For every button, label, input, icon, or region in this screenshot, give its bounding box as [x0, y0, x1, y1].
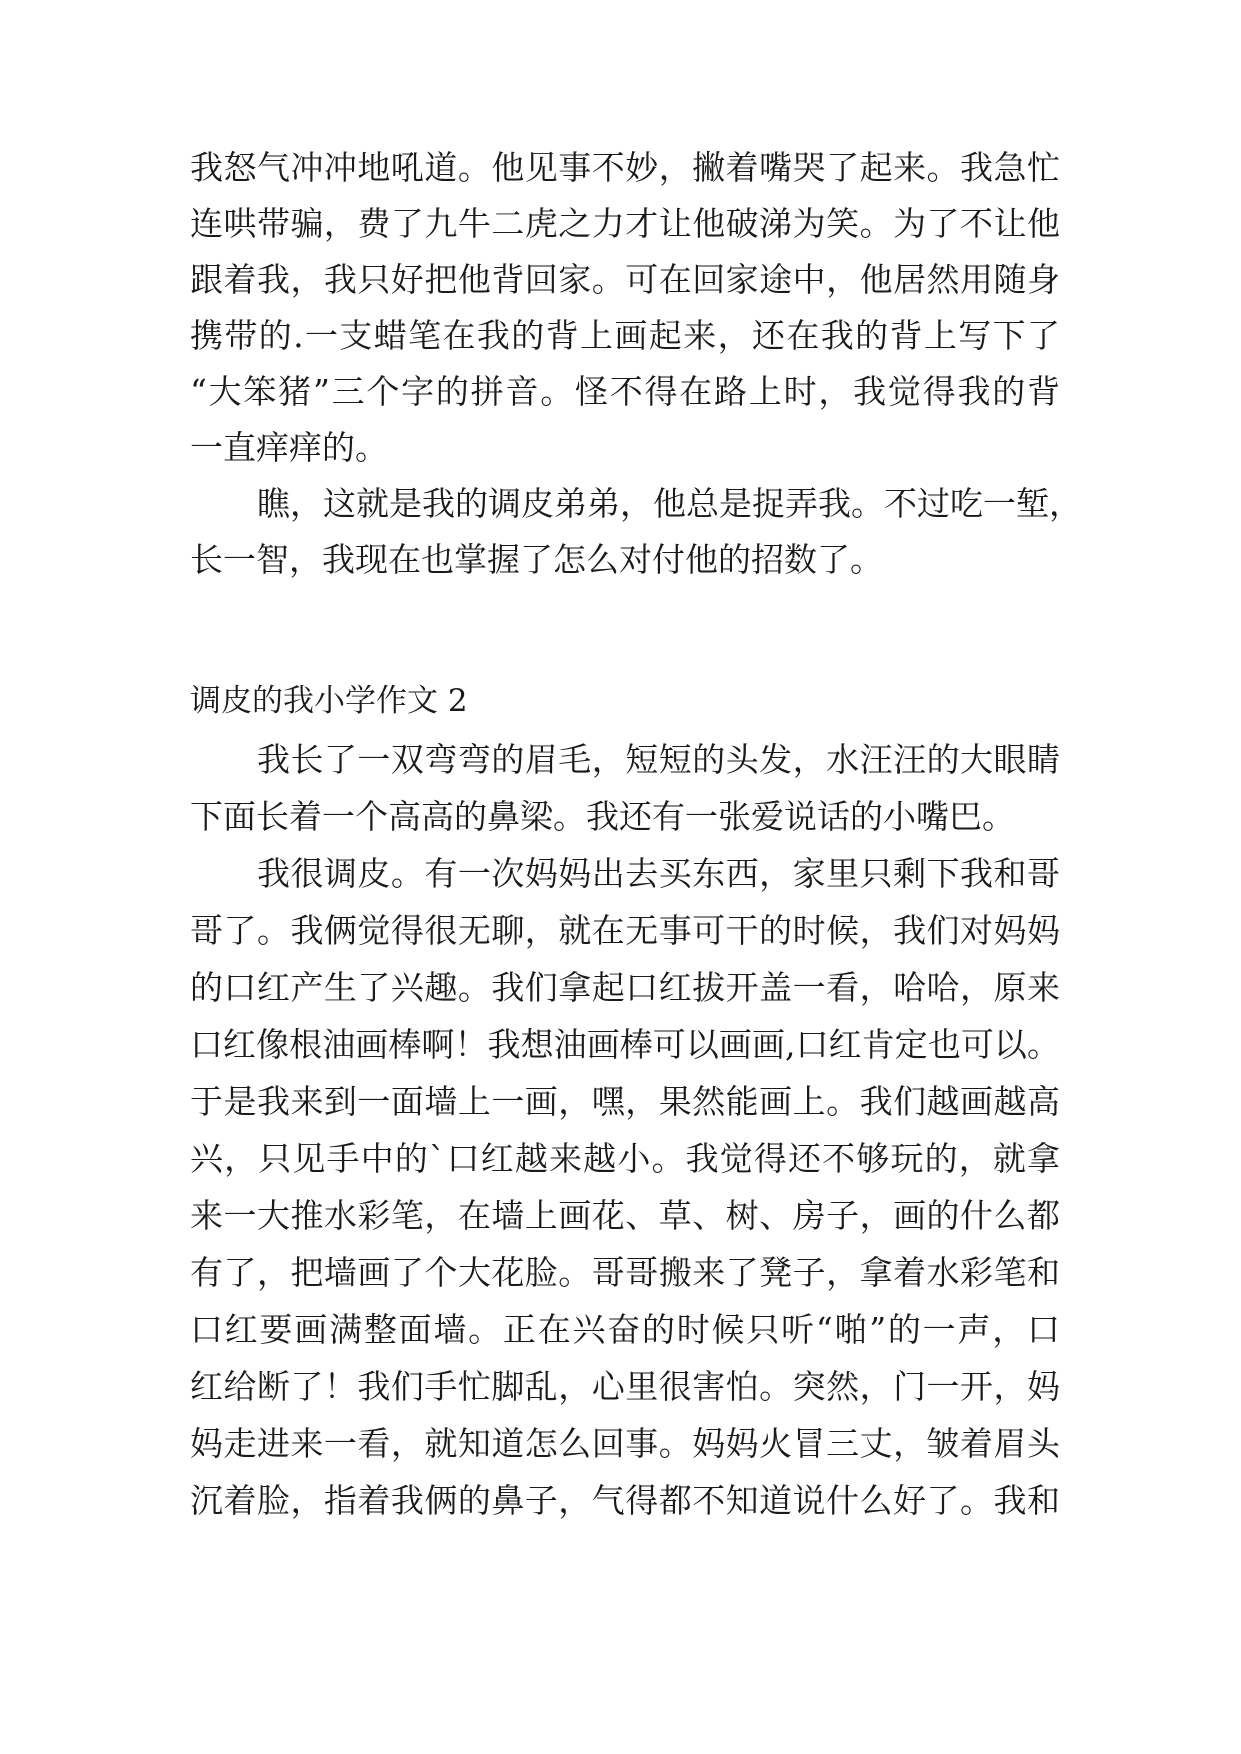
text-line: 我很调皮。有一次妈妈出去买东西，家里只剩下我和哥	[257, 854, 1060, 893]
text-line: 我怒气冲冲地吼道。他见事不妙，撇着嘴哭了起来。我急忙	[190, 148, 1060, 187]
section-heading: 调皮的我小学作文 2	[190, 683, 468, 719]
text-line: 哥了。我俩觉得很无聊，就在无事可干的时候，我们对妈妈	[190, 911, 1060, 950]
text-line: 跟着我，我只好把他背回家。可在回家途中，他居然用随身	[190, 260, 1060, 299]
text-line: “大笨猪”三个字的拼音。怪不得在路上时，我觉得我的背	[190, 372, 1060, 411]
text-line: 长一智，我现在也掌握了怎么对付他的招数了。	[190, 540, 883, 579]
text-line: 的口红产生了兴趣。我们拿起口红拔开盖一看，哈哈，原来	[190, 968, 1060, 1007]
text-line: 下面长着一个高高的鼻梁。我还有一张爱说话的小嘴巴。	[190, 797, 1015, 836]
text-line: 连哄带骗，费了九牛二虎之力才让他破涕为笑。为了不让他	[190, 204, 1060, 243]
text-line: 瞧，这就是我的调皮弟弟，他总是捉弄我。不过吃一堑，	[257, 484, 1082, 523]
text-line: 携带的.一支蜡笔在我的背上画起来，还在我的背上写下了	[190, 316, 1060, 355]
text-line: 沉着脸，指着我俩的鼻子，气得都不知道说什么好了。我和	[190, 1481, 1060, 1520]
text-line: 妈走进来一看，就知道怎么回事。妈妈火冒三丈，皱着眉头	[190, 1424, 1060, 1463]
text-line: 一直痒痒的。	[190, 428, 388, 467]
text-line: 兴，只见手中的`口红越来越小。我觉得还不够玩的，就拿	[190, 1139, 1060, 1178]
text-line: 口红像根油画棒啊！我想油画棒可以画画,口红肯定也可以。	[190, 1025, 1060, 1064]
text-line: 红给断了！我们手忙脚乱，心里很害怕。突然，门一开，妈	[190, 1367, 1060, 1406]
text-line: 我长了一双弯弯的眉毛，短短的头发，水汪汪的大眼睛	[257, 740, 1060, 779]
text-line: 来一大推水彩笔，在墙上画花、草、树、房子，画的什么都	[190, 1196, 1060, 1235]
text-line: 口红要画满整面墙。正在兴奋的时候只听“啪”的一声，口	[190, 1310, 1060, 1349]
text-line: 有了，把墙画了个大花脸。哥哥搬来了凳子，拿着水彩笔和	[190, 1253, 1060, 1292]
text-line: 于是我来到一面墙上一画，嘿，果然能画上。我们越画越高	[190, 1082, 1060, 1121]
